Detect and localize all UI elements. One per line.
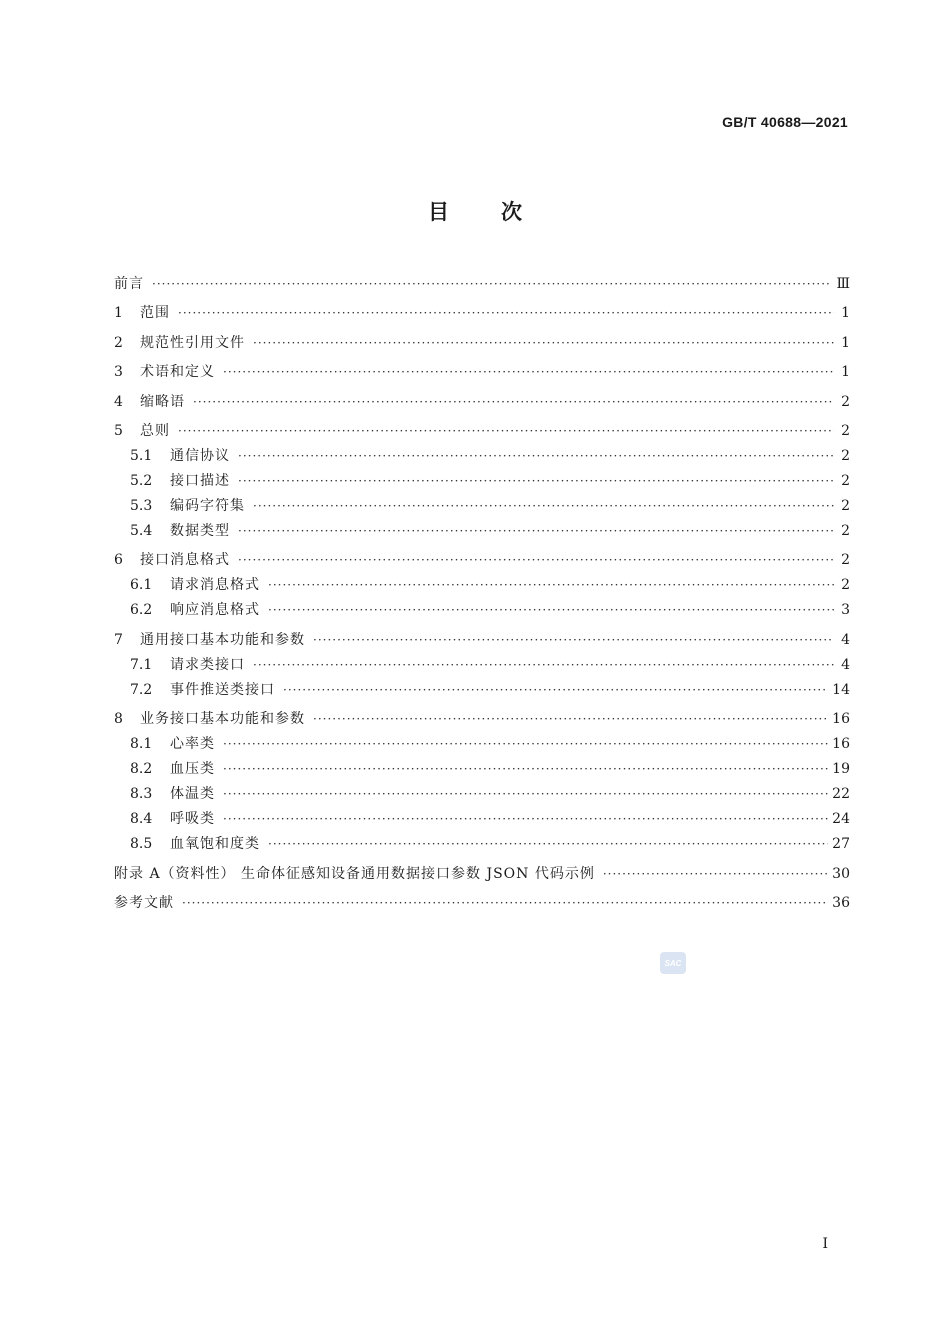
toc-entry-page: 4 — [841, 631, 850, 648]
toc-dot-leader — [178, 303, 834, 323]
toc-dot-leader — [268, 600, 834, 620]
toc-entry-label — [114, 680, 275, 700]
toc-dot-leader — [223, 362, 834, 382]
toc-entry-number: 7 — [114, 631, 123, 648]
toc-dot-leader — [268, 834, 828, 854]
toc-entry-page: 2 — [841, 497, 850, 514]
toc-entry[interactable] — [114, 630, 850, 650]
toc-entry-title: 范围 — [140, 305, 170, 322]
toc-entry-title: 术语和定义 — [140, 364, 215, 381]
toc-entry-page: 16 — [832, 736, 850, 753]
toc-entry-page: 2 — [841, 522, 850, 539]
toc-entry-title: 接口消息格式 — [140, 552, 230, 569]
toc-dot-leader — [313, 630, 834, 650]
toc-entry-page: 36 — [832, 894, 850, 911]
toc-entry-page: 2 — [841, 422, 850, 439]
toc-dot-leader — [253, 333, 834, 353]
toc-entry[interactable] — [114, 392, 850, 412]
toc-entry-label — [114, 274, 144, 294]
toc-dot-leader — [152, 274, 832, 294]
toc-dot-leader — [253, 496, 834, 516]
toc-entry[interactable] — [114, 759, 850, 779]
toc-entry-number: 8.1 — [130, 736, 153, 753]
toc-entry-label — [114, 834, 260, 854]
toc-entry-title: 心率类 — [170, 736, 215, 753]
toc-dot-leader — [223, 734, 828, 754]
toc-entry[interactable] — [114, 575, 850, 595]
toc-entry-label — [114, 759, 215, 779]
toc-entry-number: 8 — [114, 711, 123, 728]
toc-entry-label — [114, 550, 230, 570]
toc-dot-leader — [283, 680, 828, 700]
toc-entry[interactable] — [114, 734, 850, 754]
toc-entry[interactable] — [114, 709, 850, 729]
toc-entry-page: 1 — [841, 334, 850, 351]
toc-entry-page: 2 — [841, 393, 850, 410]
toc-entry[interactable] — [114, 471, 850, 491]
toc-entry-title: 业务接口基本功能和参数 — [140, 711, 305, 728]
toc-entry[interactable] — [114, 834, 850, 854]
toc-entry-title: 总则 — [140, 422, 170, 439]
toc-entry-number: 5 — [114, 422, 123, 439]
toc-entry-title: 体温类 — [170, 786, 215, 803]
toc-entry[interactable] — [114, 784, 850, 804]
toc-entry[interactable] — [114, 893, 850, 913]
toc-entry-title: 参考文献 — [114, 894, 174, 911]
toc-entry-page: 2 — [841, 577, 850, 594]
toc-entry-number: 1 — [114, 305, 123, 322]
toc-entry-page: Ⅲ — [836, 276, 850, 292]
toc-dot-leader — [223, 759, 828, 779]
toc-entry-number: 7.1 — [130, 656, 153, 673]
toc-entry[interactable] — [114, 303, 850, 323]
toc-dot-leader — [238, 446, 834, 466]
toc-entry[interactable] — [114, 333, 850, 353]
toc-entry-number: 5.3 — [130, 497, 153, 514]
toc-entry-page: 2 — [841, 552, 850, 569]
toc-entry-number: 8.4 — [130, 811, 153, 828]
toc-entry-page: 2 — [841, 447, 850, 464]
toc-entry-title: 事件推送类接口 — [170, 681, 275, 698]
toc-entry[interactable] — [114, 421, 850, 441]
toc-entry[interactable] — [114, 680, 850, 700]
toc-dot-leader — [182, 893, 828, 913]
toc-dot-leader — [223, 784, 828, 804]
toc-entry-number: 6.1 — [130, 577, 153, 594]
toc-entry-label — [114, 655, 245, 675]
toc-dot-leader — [193, 392, 834, 412]
toc-entry-title: 前言 — [114, 276, 144, 292]
toc-entry-label — [114, 600, 260, 620]
toc-entry-number: 6.2 — [130, 602, 153, 619]
toc-entry-label — [114, 392, 185, 412]
toc-entry-title: 接口描述 — [170, 472, 230, 489]
toc-entry-page: 16 — [832, 711, 850, 728]
toc-dot-leader — [313, 709, 828, 729]
toc-dot-leader — [238, 521, 834, 541]
toc-entry-number: 6 — [114, 552, 123, 569]
toc-entry-page: 30 — [832, 865, 850, 882]
toc-dot-leader — [268, 575, 834, 595]
toc-entry-title: 通信协议 — [170, 447, 230, 464]
toc-dot-leader — [223, 809, 828, 829]
toc-entry[interactable] — [114, 521, 850, 541]
toc-dot-leader — [178, 421, 834, 441]
toc-entry-number: 8.5 — [130, 836, 153, 853]
toc-entry-title: 附录 A（资料性） 生命体征感知设备通用数据接口参数 JSON 代码示例 — [114, 865, 595, 882]
toc-dot-leader — [603, 864, 828, 884]
toc-entry-label — [114, 864, 595, 884]
toc-entry-label — [114, 784, 215, 804]
toc-entry-title: 通用接口基本功能和参数 — [140, 631, 305, 648]
toc-entry-label — [114, 893, 174, 913]
toc-entry[interactable] — [114, 496, 850, 516]
page-number: Ⅰ — [822, 1236, 828, 1252]
toc-entry-label — [114, 446, 230, 466]
toc-entry-page: 4 — [841, 656, 850, 673]
standard-number: GB/T 40688—2021 — [722, 114, 848, 130]
toc-entry[interactable] — [114, 362, 850, 382]
toc-entry-label — [114, 421, 170, 441]
toc-entry-page: 1 — [841, 364, 850, 381]
toc-entry-title: 规范性引用文件 — [140, 334, 245, 351]
toc-entry[interactable] — [114, 446, 850, 466]
toc-entry-page: 1 — [841, 305, 850, 322]
toc-entry-label — [114, 333, 245, 353]
toc-entry-page: 22 — [832, 786, 850, 803]
toc-entry-page: 3 — [841, 602, 850, 619]
toc-entry-title: 请求类接口 — [170, 656, 245, 673]
toc-entry-label — [114, 496, 245, 516]
sac-watermark-icon: SAC — [660, 952, 686, 974]
toc-entry[interactable] — [114, 550, 850, 570]
toc-entry-title: 数据类型 — [170, 522, 230, 539]
toc-entry-label — [114, 809, 215, 829]
toc-entry-title: 血氧饱和度类 — [170, 836, 260, 853]
table-of-contents — [114, 270, 850, 913]
toc-entry-number: 4 — [114, 393, 123, 410]
toc-entry-title: 响应消息格式 — [170, 602, 260, 619]
toc-entry[interactable] — [114, 864, 850, 884]
toc-entry[interactable] — [114, 655, 850, 675]
toc-entry-page: 27 — [832, 836, 850, 853]
toc-entry-label — [114, 709, 305, 729]
toc-entry-number: 8.2 — [130, 761, 153, 778]
toc-entry[interactable] — [114, 274, 850, 294]
toc-entry-label — [114, 630, 305, 650]
toc-entry[interactable] — [114, 600, 850, 620]
toc-entry-label — [114, 471, 230, 491]
toc-entry-number: 3 — [114, 364, 123, 381]
toc-entry-label — [114, 521, 230, 541]
toc-entry-page: 2 — [841, 472, 850, 489]
toc-entry-label — [114, 734, 215, 754]
toc-entry-page: 24 — [832, 811, 850, 828]
toc-dot-leader — [238, 550, 834, 570]
toc-entry-number: 5.4 — [130, 522, 153, 539]
toc-entry[interactable] — [114, 809, 850, 829]
toc-entry-number: 5.2 — [130, 472, 153, 489]
toc-entry-number: 8.3 — [130, 786, 153, 803]
toc-entry-label — [114, 575, 260, 595]
toc-entry-page: 14 — [832, 681, 850, 698]
toc-entry-title: 请求消息格式 — [170, 577, 260, 594]
toc-entry-number: 5.1 — [130, 447, 153, 464]
toc-entry-label — [114, 303, 170, 323]
toc-entry-number: 7.2 — [130, 681, 153, 698]
toc-entry-page: 19 — [832, 761, 850, 778]
toc-entry-title: 缩略语 — [140, 393, 185, 410]
toc-entry-number: 2 — [114, 334, 123, 351]
toc-dot-leader — [238, 471, 834, 491]
toc-entry-label — [114, 362, 215, 382]
toc-entry-title: 血压类 — [170, 761, 215, 778]
toc-dot-leader — [253, 655, 834, 675]
page-title: 目次 — [428, 200, 574, 224]
toc-entry-title: 编码字符集 — [170, 497, 245, 514]
toc-entry-title: 呼吸类 — [170, 811, 215, 828]
